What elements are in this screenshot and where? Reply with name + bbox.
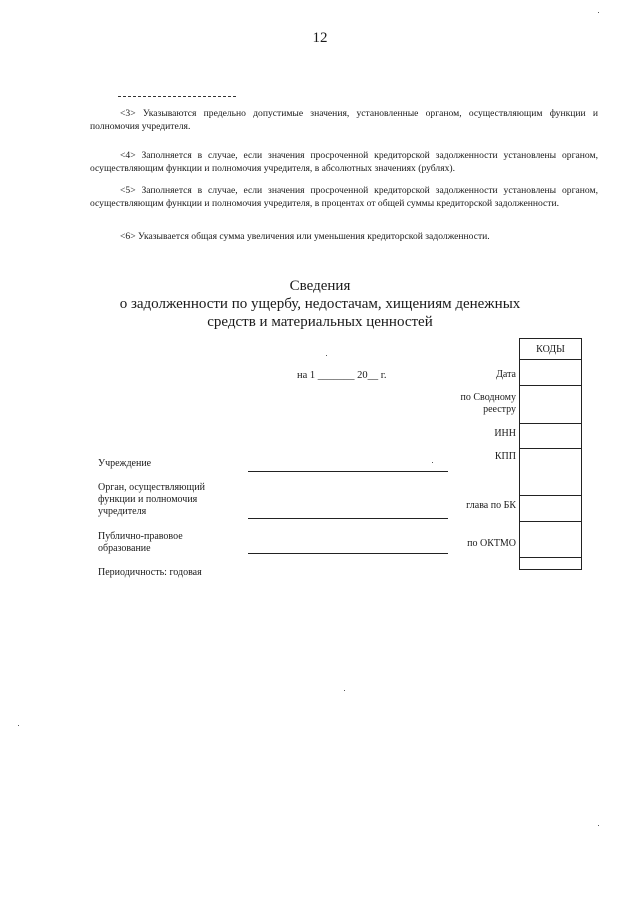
scan-speck bbox=[432, 462, 433, 463]
footnote-3: <3> Указываются предельно допустимые значения, установленные органом, осуществляющим функции и полномочия учредителя. bbox=[90, 108, 598, 132]
code-cell-oktmo[interactable] bbox=[520, 522, 582, 558]
form-subtitle bbox=[0, 295, 640, 331]
report-date-line: на 1 _______ 20__ г. bbox=[297, 370, 387, 381]
scan-speck bbox=[344, 690, 345, 691]
code-cell-inn[interactable] bbox=[520, 424, 582, 449]
code-cell-periodicity[interactable] bbox=[520, 558, 582, 570]
label-svod-reestr bbox=[430, 392, 516, 416]
scan-speck bbox=[598, 12, 599, 13]
founder-organ-field[interactable] bbox=[248, 518, 448, 519]
label-kpp: КПП bbox=[494, 451, 516, 462]
public-entity-field[interactable] bbox=[248, 553, 448, 554]
codes-table bbox=[519, 338, 582, 570]
label-glava-bk: глава по БК bbox=[466, 500, 516, 511]
scan-speck bbox=[326, 355, 327, 356]
code-cell-date[interactable] bbox=[520, 360, 582, 386]
label-organ-line-2: функции и полномочия bbox=[98, 494, 198, 505]
label-svod-line-1: по Сводному bbox=[460, 392, 516, 403]
label-institution: Учреждение bbox=[98, 458, 152, 469]
label-date: Дата bbox=[496, 369, 516, 380]
footnote-6: <6> Указывается общая сумма увеличения или уменьшения кредиторской задолженности. bbox=[120, 231, 490, 242]
label-periodicity: Периодичность: годовая bbox=[98, 567, 202, 578]
label-organ-line-3: учредителя bbox=[98, 506, 147, 517]
code-cell-kpp[interactable] bbox=[520, 449, 582, 496]
footnote-5: <5> Заполняется в случае, если значения просроченной кредиторской задолженности установлены органом, осуществляющим функции и полномочия учредителя, в процентах от общей суммы кредиторской задолженности. bbox=[90, 185, 598, 209]
page-number: 12 bbox=[312, 30, 328, 46]
scan-speck bbox=[598, 825, 599, 826]
footnote-4: <4> Заполняется в случае, если значения просроченной кредиторской задолженности установлены органом, осуществляющим функции и полномочия учредителя, в абсолютных значениях (рублях). bbox=[90, 150, 598, 174]
label-public-entity bbox=[98, 531, 183, 555]
label-inn: ИНН bbox=[494, 428, 516, 439]
label-founder-organ bbox=[98, 482, 205, 518]
scan-speck bbox=[18, 725, 19, 726]
form-subtitle-line-2: средств и материальных ценностей bbox=[207, 314, 433, 330]
label-entity-line-1: Публично-правовое bbox=[98, 531, 183, 542]
form-title: Сведения bbox=[289, 278, 351, 294]
label-oktmo: по ОКТМО bbox=[467, 538, 516, 549]
form-subtitle-line-1: о задолженности по ущербу, недостачам, хищениям денежных bbox=[119, 296, 521, 312]
code-cell-glava-bk[interactable] bbox=[520, 496, 582, 522]
codes-header: КОДЫ bbox=[520, 339, 582, 360]
label-svod-line-2: реестру bbox=[483, 404, 516, 415]
footnote-separator bbox=[118, 96, 236, 97]
code-cell-svod-reestr[interactable] bbox=[520, 386, 582, 424]
label-organ-line-1: Орган, осуществляющий bbox=[98, 482, 205, 493]
label-entity-line-2: образование bbox=[98, 543, 151, 554]
institution-field[interactable] bbox=[248, 471, 448, 472]
